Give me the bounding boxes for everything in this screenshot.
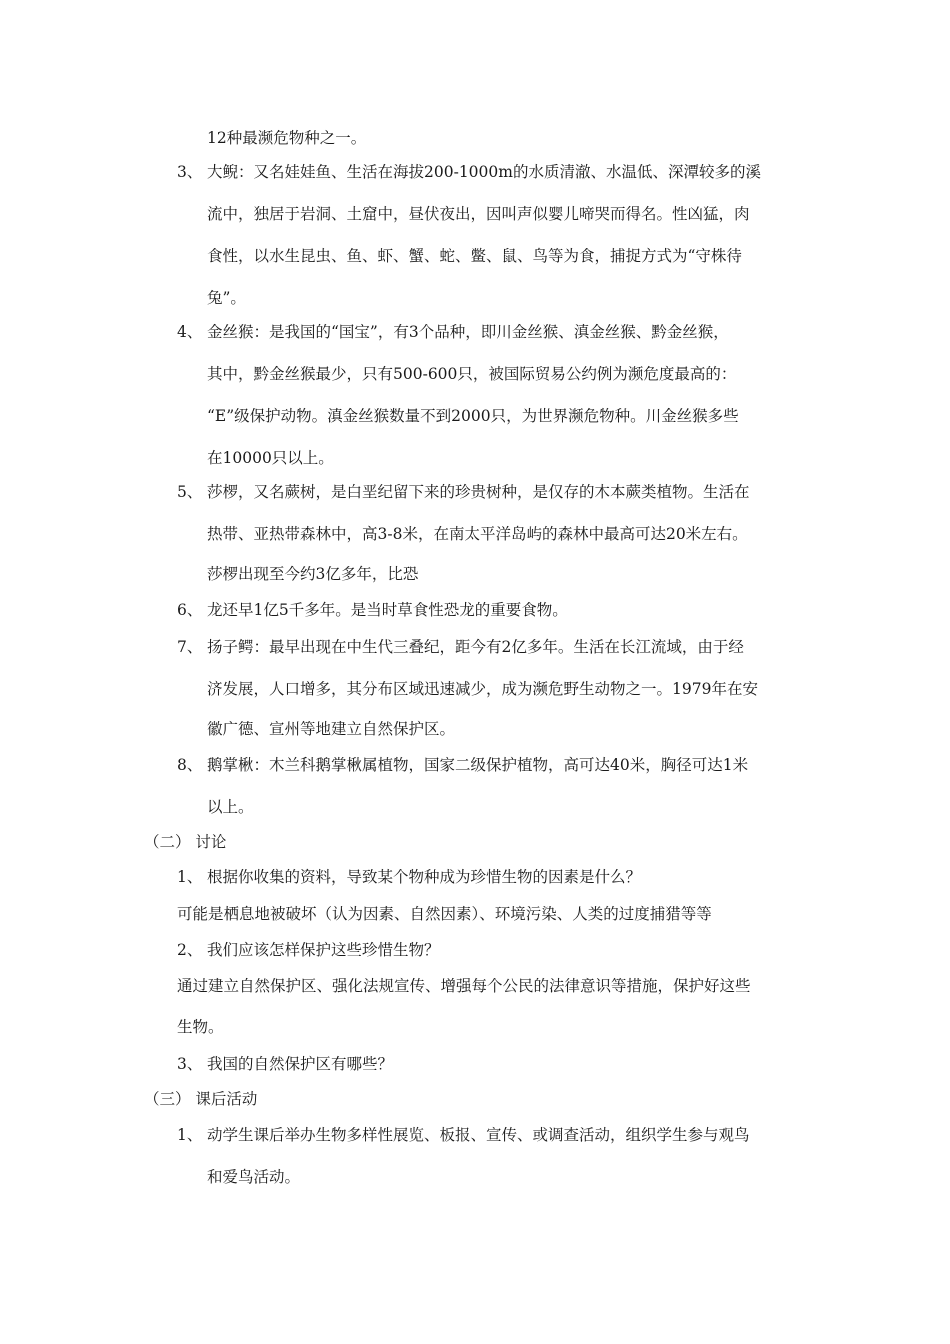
item-7-line-1: 济发展，人口增多，其分布区域迅速减少，成为濒危野生动物之一。1979年在安	[207, 680, 758, 698]
item-3-line-0: 大鲵：又名娃娃鱼、生活在海拔200-1000m的水质清澈、水温低、深潭较多的溪	[207, 163, 761, 181]
activity-1-line-0: 动学生课后举办生物多样性展览、板报、宣传、或调查活动，组织学生参与观鸟	[207, 1126, 750, 1144]
question-3-number: 3、	[177, 1055, 203, 1073]
item-8-line-0: 鹅掌楸：木兰科鹅掌楸属植物，国家二级保护植物，高可达40米，胸径可达1米	[207, 756, 749, 774]
item-5-line-2: 莎椤出现至今约3亿多年，比恐	[207, 565, 419, 583]
question-1-text: 根据你收集的资料，导致某个物种成为珍惜生物的因素是什么？	[207, 868, 642, 886]
section-heading-after-class: （三） 课后活动	[144, 1090, 258, 1108]
activity-1-line-1: 和爱鸟活动。	[207, 1168, 301, 1186]
item-3-line-1: 流中，独居于岩洞、土窟中，昼伏夜出，因叫声似婴儿啼哭而得名。性凶猛，肉	[207, 205, 750, 223]
activity-1-number: 1、	[177, 1126, 203, 1144]
item-4-line-0: 金丝猴：是我国的“国宝”，有3个品种，即川金丝猴、滇金丝猴、黔金丝猴，	[207, 323, 729, 341]
item-3-line-3: 兔”。	[207, 289, 246, 307]
item-6-line-0: 龙还早1亿5千多年。是当时草食性恐龙的重要食物。	[207, 601, 568, 619]
section-heading-discussion: （二） 讨论	[144, 833, 227, 851]
item-5-line-0: 莎椤，又名蕨树，是白垩纪留下来的珍贵树种，是仅存的木本蕨类植物。生活在	[207, 483, 750, 501]
item-5-number: 5、	[177, 483, 203, 501]
question-2-text: 我们应该怎样保护这些珍惜生物？	[207, 941, 440, 959]
answer-2-line-1: 生物。	[177, 1018, 224, 1036]
item-7-number: 7、	[177, 638, 203, 656]
question-3-text: 我国的自然保护区有哪些？	[207, 1055, 394, 1073]
item-3-line-2: 食性，以水生昆虫、鱼、虾、蟹、蛇、鳖、鼠、鸟等为食，捕捉方式为“守株待	[207, 247, 742, 265]
item-0-line-0: 12种最濒危物种之一。	[207, 129, 367, 147]
question-2-number: 2、	[177, 941, 203, 959]
item-5-line-1: 热带、亚热带森林中，高3-8米，在南太平洋岛屿的森林中最高可达20米左右。	[207, 525, 748, 543]
item-8-number: 8、	[177, 756, 203, 774]
question-1-number: 1、	[177, 868, 203, 886]
item-4-line-2: “E”级保护动物。滇金丝猴数量不到2000只，为世界濒危物种。川金丝猴多些	[207, 407, 739, 425]
item-4-number: 4、	[177, 323, 203, 341]
item-3-number: 3、	[177, 163, 203, 181]
answer-1-text: 可能是栖息地被破坏（认为因素、自然因素）、环境污染、人类的过度捕猎等等	[177, 905, 712, 923]
answer-2-line-0: 通过建立自然保护区、强化法规宣传、增强每个公民的法律意识等措施，保护好这些	[177, 977, 751, 995]
item-8-line-1: 以上。	[207, 798, 254, 816]
item-7-line-2: 徽广德、宣州等地建立自然保护区。	[207, 720, 456, 738]
item-6-number: 6、	[177, 601, 203, 619]
item-4-line-1: 其中，黔金丝猴最少，只有500-600只，被国际贸易公约例为濒危度最高的：	[207, 365, 737, 383]
item-4-line-3: 在10000只以上。	[207, 449, 334, 467]
item-7-line-0: 扬子鳄：最早出现在中生代三叠纪，距今有2亿多年。生活在长江流域，由于经	[207, 638, 744, 656]
